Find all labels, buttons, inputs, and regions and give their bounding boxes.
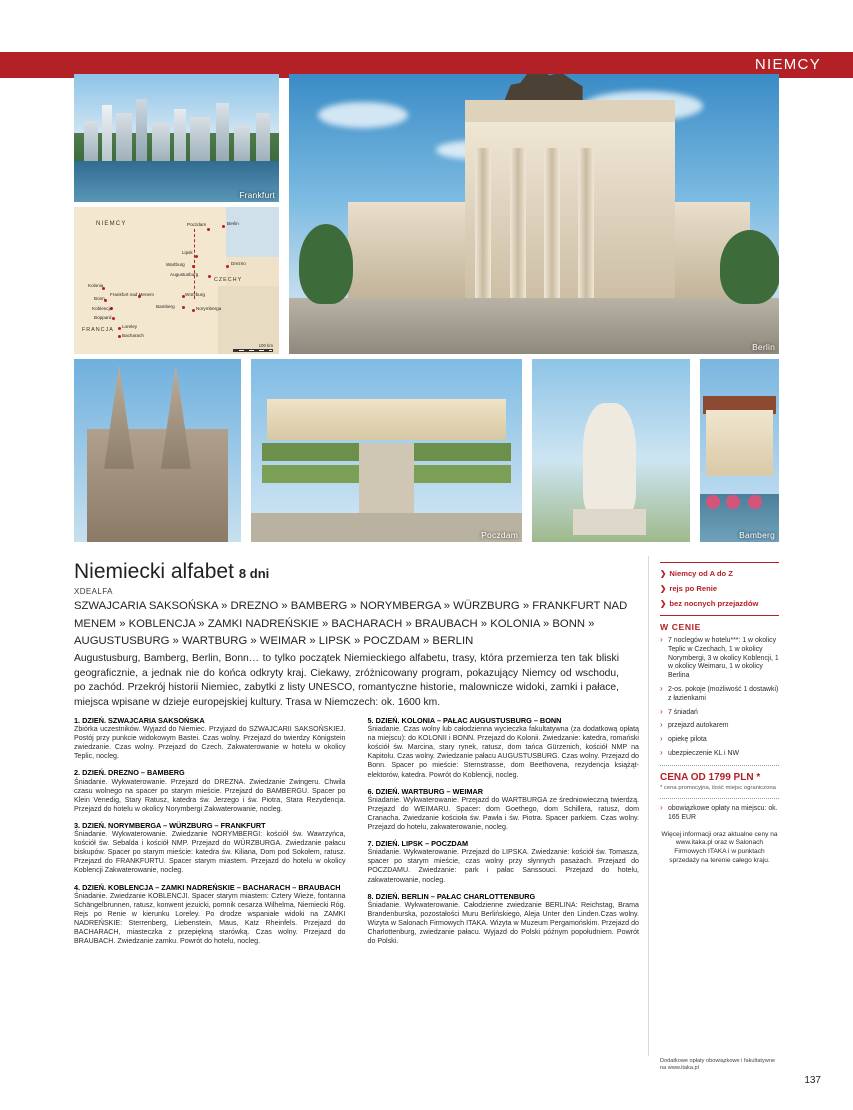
map-city-lipsk: Lipsk xyxy=(182,250,193,255)
flower xyxy=(706,495,720,509)
column-divider xyxy=(648,556,649,1056)
map-dot xyxy=(118,335,121,338)
skyscraper xyxy=(256,113,270,161)
tree xyxy=(299,224,353,304)
divider xyxy=(660,615,779,616)
sidebar xyxy=(660,556,779,865)
map-label-czechy: CZECHY xyxy=(214,277,243,283)
tour-duration: 8 dni xyxy=(238,566,270,581)
skyscraper xyxy=(190,117,210,161)
stairs xyxy=(359,443,413,524)
highlight-label: bez nocnych przejazdów xyxy=(669,599,759,608)
divider xyxy=(660,798,779,799)
map-city-koblencja: Koblencja xyxy=(92,306,113,311)
page-number: 137 xyxy=(804,1075,821,1086)
old-town-hall xyxy=(706,410,772,476)
included-item: › 7 noclegów w hotelu***: 1 w okolicy Teplic w Czechach, 1 w okolicy Norymbergi, 3 w okolicy Koblencji, 1 w okolicy Weimaru, 1 w okolicy Berlina xyxy=(660,637,779,681)
statue-figure xyxy=(583,403,637,516)
highlight-item xyxy=(660,569,779,579)
map-city-berlin: Berlin xyxy=(227,221,239,226)
day-heading: 1. DZIEŃ. SZWAJCARIA SAKSOŃSKA xyxy=(74,716,205,725)
photo-caption: Frankfurt xyxy=(239,190,275,200)
cloud xyxy=(318,102,408,128)
photo-kolonia xyxy=(74,359,241,542)
map-city-loreley: Loreley xyxy=(122,324,138,329)
photo-caption: Berlin xyxy=(752,342,775,352)
day-heading: 5. DZIEŃ. KOLONIA – PAŁAC AUGUSTUSBURG – BONN xyxy=(367,716,562,725)
skyscraper xyxy=(116,113,132,161)
skyscraper xyxy=(102,105,112,161)
map-city-wurzburg: Würzburg xyxy=(185,292,205,297)
map-city-bamberg: Bamberg xyxy=(156,304,175,309)
map-scale-label: 100 km xyxy=(258,343,273,348)
included-heading: W CENIE xyxy=(660,622,701,632)
flower xyxy=(748,495,762,509)
map-city-wartburg: Wartburg xyxy=(166,262,185,267)
brandenburg-gate xyxy=(465,122,675,298)
day-text: Śniadanie. Wykwaterowanie. Przejazd do LIPSKA. Zwiedzanie: kościół św. Tomasza, spacer po starym mieście, czas wolny przy słynnych pasażach. Przejazd do POCZDAMU. Zwiedzanie: park i pałac Sanssouci. Przejazd do hotelu, zakwaterowanie, nocleg. xyxy=(367,848,639,884)
photo-caption: Poczdam xyxy=(481,530,518,540)
photo-frankfurt xyxy=(74,74,279,202)
included-item: › ubezpieczenie KL i NW xyxy=(660,750,779,759)
route-map xyxy=(74,207,279,354)
extra-fees: › obowiązkowe opłaty na miejscu: ok. 165 EUR xyxy=(660,805,779,823)
column xyxy=(544,148,560,298)
day-heading: 2. DZIEŃ. DREZNO – BAMBERG xyxy=(74,768,185,778)
page-title: NIEMCY xyxy=(754,56,821,73)
column xyxy=(475,148,491,298)
skyscraper xyxy=(216,103,229,161)
map-city-norymberga: Norymberga xyxy=(196,306,222,311)
included-item: › 2-os. pokoje (możliwość 1 dostawki) z łazienkami xyxy=(660,686,779,704)
day-text: Śniadanie. Wykwaterowanie. Przejazd do DREZNA. Zwiedzanie Zwingeru. Chwila czasu wolnego na spacer po starym mieście. Przejazd do BAMBERGU. Spacer po Klein Venedig, Stary Ratusz, katedra św. Jerzego i św. Piotra, Stara Rezydencja. Przejazd do hotelu w okolicy Norymbergi Zakwaterowanie, nocleg. xyxy=(74,777,346,813)
map-dot xyxy=(222,225,225,228)
tour-intro: Augustusburg, Bamberg, Berlin, Bonn… to tylko początek Niemieckiego alfabetu, trasy, która przemierza ten tak bliski geograficznie, a jednak nie do końca odkryty kraj. Ciekawy, zróżnicowany program, pokazujący Niemcy od wschodu, po zachód. Przekrój historii Niemiec, zabytki z listy UNESCO, romantyczne historie, malownicze widoki, zamki i pałace, miejsca wpisane w dzieje europejskiej kultury. Trasa w Niemczech: ok. 1600 km. xyxy=(74,653,619,708)
statue-plinth xyxy=(573,509,646,535)
flower xyxy=(726,495,740,509)
included-item: › 7 śniadań xyxy=(660,709,779,718)
day-text: Śniadanie. Wykwaterowanie. Całodzienne zwiedzanie BERLINA: Reichstag, Brama Brandenburska, pozostałości Muru Berlińskiego, Aleja Unter den Linden.Czas wolny. Wizyta w Salonach Firmowych ITAKA. Wizyta w Muzeum Pergamońskim. Przejazd do Charlottenburg, zwiedzanie pałacu. Wyjazd do Polski późnym popołudniem. Powrót do Polski. xyxy=(367,900,639,946)
highlight-label: Niemcy od A do Z xyxy=(669,569,733,578)
map-route-line xyxy=(194,229,195,299)
column xyxy=(578,148,594,298)
map-label-francja: FRANCJA xyxy=(82,327,114,333)
day-heading: 6. DZIEŃ. WARTBURG – WEIMAR xyxy=(367,786,484,796)
divider xyxy=(660,562,779,563)
itinerary xyxy=(74,716,639,950)
highlight-item xyxy=(660,599,779,609)
day-text: Zbiórka uczestników. Wyjazd do Niemiec. Przyjazd do SZWAJCARII SAKSOŃSKIEJ. Postój przy punkcie widokowym Bastei. Czas wolny. Przejazd do twierdzy Königstein zwiedzanie. Czas wolny. Przejazd do Czech. Zakwaterowanie w hotelu w okolicy Teplic, nocleg. xyxy=(74,725,346,761)
day-text: Śniadanie. Wykwaterowanie. Przejazd do WARTBURGA ze średniowieczną twierdzą. Przejazd do WEIMARU. Spacer: dom Goethego, dom Schillera, ratusz, dom Cranacha. Zwiedzanie kościoła św. Pawła i św. Piotra. Spacer parkiem. Czas wolny. Przejazd do hotelu, zakwaterowanie, nocleg. xyxy=(367,795,639,832)
tour-code: XDEALFA xyxy=(74,587,113,596)
sanssouci-palace xyxy=(267,399,505,439)
photo-caption: Bamberg xyxy=(739,530,775,540)
included-item: › przejazd autokarem xyxy=(660,722,779,731)
map-scale-bar xyxy=(233,349,273,352)
map-city-bacharach: Bacharach xyxy=(122,333,144,338)
skyscraper xyxy=(152,123,170,161)
tour-route: SZWAJCARIA SAKSOŃSKA » DREZNO » BAMBERG » NORYMBERGA » WÜRZBURG » FRANKFURT NAD MENEM » KOBLENCJA » ZAMKI NADREŃSKIE » BACHARACH » BRAUBACH » KOLONIA » BONN » AUGUSTUSBURG » WARTBURG » WEIMAR » LIPSK » POCZDAM » BERLIN xyxy=(74,600,628,647)
skyscraper xyxy=(84,121,98,161)
photo-berlin xyxy=(289,74,779,354)
photo-potsdam xyxy=(251,359,522,542)
chevron-right-icon: ❯ xyxy=(660,569,667,578)
chevron-right-icon: ❯ xyxy=(660,599,667,608)
gate-entablature xyxy=(465,100,675,122)
map-city-drezno: Drezno xyxy=(231,261,246,266)
map-city-frankfurt: Frankfurt nad Menem xyxy=(110,292,154,297)
day-heading: 8. DZIEŃ. BERLIN – PAŁAC CHARLOTTENBURG xyxy=(367,891,536,901)
day-heading: 3. DZIEŃ. NORYMBERGA – WÜRZBURG – FRANKFURT xyxy=(74,820,266,830)
price: CENA OD 1799 PLN * xyxy=(660,771,761,783)
map-dot xyxy=(226,265,229,268)
day-text: Śniadanie. Zwiedzanie KOBLENCJI. Spacer starym miastem: Cztery Wieże, fontanna Schängelbrunnen, ratusz, konwent jezuicki, pomnik cesarza Wilhelma, Niemiecki Róg. Rejs po Renie w kierunku Loreley. Po drodze wspaniałe widoki na ZAMKI NADREŃSKIE: Sterrenberg, Liebenstein, Maus, Katz Rheinfels. Przejazd do BACHARACH, miasteczka z przepiękną starówką. Czas wolny. Przejazd do BRAUBACH. Zwiedzanie zamku. Powrót do hotelu, nocleg. xyxy=(74,891,346,946)
price-note: * cena promocyjna, ilość miejsc ograniczona xyxy=(660,784,776,791)
chevron-right-icon: ❯ xyxy=(660,584,667,593)
highlight-item xyxy=(660,584,779,594)
day-text: Śniadanie. Wykwaterowanie. Zwiedzanie NORYMBERGI: kościół św. Wawrzyńca, kościół św. Sebalda i kościół NMP. Przejazd do WÜRZBURGA. Zwiedzanie pałacu biskupów. Spacer po starym mieście: katedra św. Kiliana, Dom pod Sokołem, ratusz. Przejazd do FRANKFURTU. Spacer starym miastem. Przejazd do hotelu w okolicy Koblencji Zakwaterowanie, nocleg. xyxy=(74,830,346,875)
map-dot xyxy=(195,255,198,258)
skyscraper xyxy=(174,109,186,161)
map-dot xyxy=(192,309,195,312)
map-sea xyxy=(226,207,279,257)
tree xyxy=(720,230,779,304)
photo-statue xyxy=(532,359,690,542)
map-dot xyxy=(207,228,210,231)
day-heading: 4. DZIEŃ. KOBLENCJA – ZAMKI NADREŃSKIE – BACHARACH – BRAUBACH xyxy=(74,882,341,892)
map-city-poczdam: Poczdam xyxy=(187,222,207,227)
map-country-label: NIEMCY xyxy=(96,221,127,227)
highlight-label: rejs po Renie xyxy=(669,584,718,593)
tour-title: Niemiecki alfabet xyxy=(74,560,234,583)
skyscraper xyxy=(234,125,250,161)
highlights xyxy=(660,569,779,609)
column xyxy=(510,148,526,298)
map-dot xyxy=(118,327,121,330)
day-text: Śniadanie. Czas wolny lub całodzienna wycieczka fakultatywna (za dodatkową opłatą na miejscu): do KOLONII i BONN. Przejazd do Kolonii. Zwiedzanie: katedra, romański kościół św. Marcina, stary rynek, ratusz, dom tańca Gürzenich, kościół NMP na Kapitolu. Czas wolny. Zwiedzanie pałacu AUGUSTUSBURG. Czas wolny. Przejazd do Bonn. Spacer po mieście: Sternstrasse, dom Beethovena, rezydencja książąt-elektorów, katedra. Powrót do Koblencji, nocleg. xyxy=(367,725,639,779)
map-dot xyxy=(182,306,185,309)
included-item: › opiekę pilota xyxy=(660,736,779,745)
contact-info: Więcej informacji oraz aktualne ceny na www.itaka.pl oraz w Salonach Firmowych ITAKA i w punktach sprzedaży na terenie całego kraju. xyxy=(661,830,778,864)
photo-bamberg xyxy=(700,359,779,542)
map-city-kolonia: Kolonia xyxy=(88,283,104,288)
map-city-bonn: Bonn xyxy=(94,296,105,301)
tour-title-row xyxy=(74,560,634,584)
map-dot xyxy=(208,275,211,278)
sidebar-footnote: Dodatkowe opłaty obowiązkowe i fakultatywne na www.itaka.pl xyxy=(660,1058,776,1071)
day-heading: 7. DZIEŃ. LIPSK – POCZDAM xyxy=(367,839,469,849)
map-city-boppard: Boppard xyxy=(94,315,112,320)
map-city-augustusburg: Augustusburg xyxy=(170,272,199,277)
skyscraper xyxy=(136,99,147,161)
gate-wing-left xyxy=(348,202,468,298)
divider xyxy=(660,765,779,766)
map-dot xyxy=(112,317,115,320)
ground xyxy=(289,298,779,354)
